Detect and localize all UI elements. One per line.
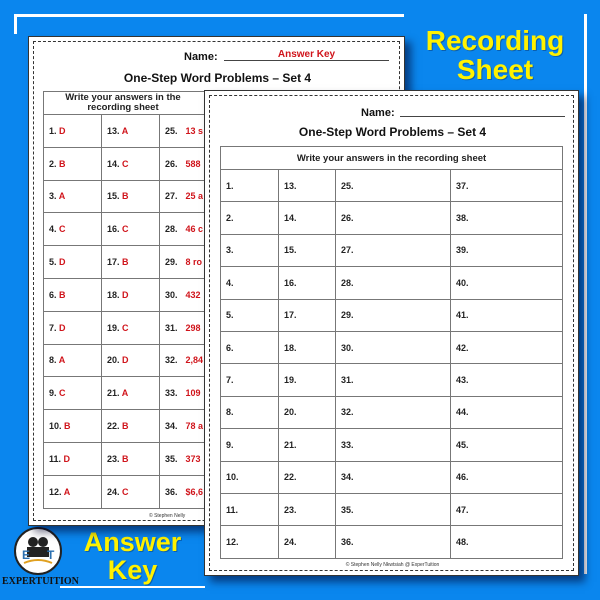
question-number: 22. xyxy=(284,472,297,483)
question-number: 33. xyxy=(341,439,354,450)
question-number: 38. xyxy=(456,213,469,224)
answer: 109 xyxy=(185,388,201,399)
question-number: 42. xyxy=(456,342,469,353)
question-number: 36. xyxy=(341,536,354,547)
answer: C xyxy=(59,224,66,235)
table-row xyxy=(221,331,563,363)
table-row xyxy=(221,429,563,461)
question-number: 25. xyxy=(341,180,354,191)
answer-cell xyxy=(102,213,160,246)
answer-cell[interactable] xyxy=(336,234,451,266)
answer-cell[interactable] xyxy=(336,364,451,396)
answer-cell[interactable] xyxy=(221,170,279,202)
answer-cell xyxy=(102,278,160,311)
answer-cell[interactable] xyxy=(221,299,279,331)
answer: 25 a xyxy=(185,191,204,202)
table-row xyxy=(221,461,563,493)
answer-cell[interactable] xyxy=(336,396,451,428)
name-value: Answer Key xyxy=(224,49,389,61)
question-number: 33. xyxy=(165,388,178,399)
answer-cell[interactable] xyxy=(279,267,336,299)
answer-cell[interactable] xyxy=(451,234,563,266)
question-number: 7. xyxy=(49,322,57,333)
answer: A xyxy=(121,125,129,136)
answer-cell[interactable] xyxy=(221,331,279,363)
answer-cell[interactable] xyxy=(451,299,563,331)
answer-cell[interactable] xyxy=(451,202,563,234)
question-number: 13. xyxy=(284,180,297,191)
question-number: 17. xyxy=(284,310,297,321)
answer-cell[interactable] xyxy=(451,461,563,493)
question-number: 9. xyxy=(49,388,57,399)
table-row xyxy=(221,299,563,331)
answer-cell[interactable] xyxy=(279,170,336,202)
copyright: © Stephen Nelly Nkwtsiah @ ExperTuition xyxy=(345,562,440,568)
answer-cell[interactable] xyxy=(279,396,336,428)
answer-cell xyxy=(44,311,102,344)
question-number: 39. xyxy=(456,245,469,256)
question-number: 22. xyxy=(107,421,120,432)
answer: $6,6 xyxy=(185,486,204,497)
answer-cell xyxy=(44,475,102,508)
question-number: 17. xyxy=(107,257,120,268)
answer-cell xyxy=(102,311,160,344)
question-number: 45. xyxy=(456,439,469,450)
answer-cell xyxy=(44,180,102,213)
answer-cell xyxy=(102,442,160,475)
answer: B xyxy=(64,421,71,432)
recording-sheet-label: Recording Sheet xyxy=(425,25,565,86)
question-number: 9. xyxy=(226,439,234,450)
question-number: 14. xyxy=(107,158,120,169)
question-number: 2. xyxy=(226,213,234,224)
answer: 8 ro xyxy=(185,257,203,268)
question-number: 11. xyxy=(226,504,239,515)
question-number: 36. xyxy=(165,486,178,497)
answer-cell[interactable] xyxy=(221,202,279,234)
answer-cell[interactable] xyxy=(336,429,451,461)
answer-cell[interactable] xyxy=(451,396,563,428)
question-number: 3. xyxy=(49,191,57,202)
table-row xyxy=(221,202,563,234)
answer: C xyxy=(122,158,129,169)
question-number: 28. xyxy=(165,224,178,235)
answer-cell xyxy=(44,442,102,475)
table-row xyxy=(221,267,563,299)
question-number: 27. xyxy=(165,191,178,202)
frame-line xyxy=(584,14,587,574)
question-number: 26. xyxy=(341,213,354,224)
answer: C xyxy=(122,322,129,333)
name-label: Name: xyxy=(361,107,395,119)
question-number: 24. xyxy=(284,536,297,547)
answer: D xyxy=(59,257,66,268)
answer-cell xyxy=(102,115,160,148)
answer: C xyxy=(122,224,129,235)
answer-cell xyxy=(102,147,160,180)
frame-line xyxy=(14,14,404,17)
name-field[interactable] xyxy=(400,105,565,117)
answer-key-label: Answer Key xyxy=(83,527,182,586)
question-number: 23. xyxy=(284,504,297,515)
answer: 373 xyxy=(185,453,201,464)
question-number: 40. xyxy=(456,277,469,288)
question-number: 13. xyxy=(107,125,120,136)
answer: 13 s xyxy=(185,125,204,136)
question-number: 32. xyxy=(341,407,354,418)
answer-cell[interactable] xyxy=(451,526,563,558)
question-number: 15. xyxy=(107,191,120,202)
answer-cell xyxy=(44,246,102,279)
question-number: 44. xyxy=(456,407,469,418)
question-number: 34. xyxy=(165,421,178,432)
answer: 298 xyxy=(185,322,201,333)
question-number: 4. xyxy=(49,224,57,235)
answer: 78 a xyxy=(185,421,204,432)
recording-sheet xyxy=(204,90,579,576)
question-number: 31. xyxy=(341,375,354,386)
answer-cell[interactable] xyxy=(279,493,336,525)
question-number: 29. xyxy=(165,257,178,268)
answer: B xyxy=(122,257,129,268)
answer-cell[interactable] xyxy=(279,234,336,266)
answer-cell xyxy=(44,410,102,443)
question-number: 4. xyxy=(226,277,234,288)
question-number: 25. xyxy=(165,125,178,136)
question-number: 1. xyxy=(226,180,234,191)
answer: A xyxy=(58,191,66,202)
question-number: 5. xyxy=(226,310,234,321)
answer: B xyxy=(59,158,66,169)
answer-cell[interactable] xyxy=(451,429,563,461)
question-number: 46. xyxy=(456,472,469,483)
answer: D xyxy=(59,125,66,136)
answer-cell xyxy=(102,475,160,508)
question-number: 48. xyxy=(456,536,469,547)
question-number: 34. xyxy=(341,472,354,483)
question-number: 43. xyxy=(456,375,469,386)
answer-cell[interactable] xyxy=(279,429,336,461)
question-number: 31. xyxy=(165,322,178,333)
question-number: 20. xyxy=(284,407,297,418)
answer-cell xyxy=(102,246,160,279)
answer: A xyxy=(121,388,129,399)
answer: B xyxy=(59,289,66,300)
table-row xyxy=(221,234,563,266)
answer-cell[interactable] xyxy=(279,526,336,558)
sheet-title: One-Step Word Problems – Set 4 xyxy=(298,125,487,139)
answer-cell[interactable] xyxy=(336,299,451,331)
answer-cell[interactable] xyxy=(279,299,336,331)
answer-cell xyxy=(102,344,160,377)
answer-cell[interactable] xyxy=(451,267,563,299)
question-number: 14. xyxy=(284,213,297,224)
answer-cell[interactable] xyxy=(279,364,336,396)
answer: D xyxy=(63,453,71,464)
copyright: © Stephen Nelly xyxy=(149,513,186,519)
question-number: 19. xyxy=(284,375,297,386)
question-number: 18. xyxy=(284,342,297,353)
question-number: 20. xyxy=(107,355,120,366)
question-number: 27. xyxy=(341,245,354,256)
question-number: 47. xyxy=(456,504,469,515)
answer-cell xyxy=(44,147,102,180)
question-number: 15. xyxy=(284,245,297,256)
question-number: 30. xyxy=(165,289,178,300)
table-row xyxy=(221,396,563,428)
frame-line xyxy=(60,586,205,588)
answer-cell[interactable] xyxy=(451,493,563,525)
question-number: 6. xyxy=(49,289,57,300)
table-row xyxy=(221,493,563,525)
table-header: Write your answers in the recording sheet xyxy=(65,92,181,113)
answer-cell xyxy=(44,278,102,311)
question-number: 2. xyxy=(49,158,57,169)
question-number: 16. xyxy=(284,277,297,288)
name-label: Name: xyxy=(184,51,218,63)
answer: 588 xyxy=(185,158,201,169)
question-number: 28. xyxy=(341,277,354,288)
answer-cell[interactable] xyxy=(336,267,451,299)
question-number: 19. xyxy=(107,322,120,333)
answer-cell[interactable] xyxy=(336,170,451,202)
question-number: 12. xyxy=(226,536,239,547)
question-number: 41. xyxy=(456,310,469,321)
answer-cell xyxy=(102,410,160,443)
question-number: 16. xyxy=(107,224,120,235)
answer-cell xyxy=(44,377,102,410)
question-number: 6. xyxy=(226,342,234,353)
answer: B xyxy=(122,191,129,202)
answer: D xyxy=(122,355,129,366)
question-number: 10. xyxy=(49,421,62,432)
question-number: 35. xyxy=(341,504,354,515)
expertuition-logo xyxy=(14,527,62,575)
answer: A xyxy=(63,486,71,497)
answer: D xyxy=(122,289,129,300)
answer-cell xyxy=(44,213,102,246)
answer-cell[interactable] xyxy=(221,526,279,558)
answer-cell[interactable] xyxy=(279,202,336,234)
question-number: 1. xyxy=(49,125,57,136)
table-row xyxy=(221,170,563,202)
answer-cell[interactable] xyxy=(451,364,563,396)
question-number: 11. xyxy=(49,453,62,464)
question-number: 8. xyxy=(49,355,57,366)
answer-cell[interactable] xyxy=(279,461,336,493)
question-number: 21. xyxy=(284,439,297,450)
answer-cell[interactable] xyxy=(221,364,279,396)
answer-cell[interactable] xyxy=(336,202,451,234)
question-number: 35. xyxy=(165,453,178,464)
answer-cell[interactable] xyxy=(221,267,279,299)
answer-cell[interactable] xyxy=(221,234,279,266)
table-row xyxy=(221,526,563,558)
answer-cell[interactable] xyxy=(336,461,451,493)
question-number: 10. xyxy=(226,472,239,483)
answer-cell xyxy=(44,115,102,148)
answer-cell[interactable] xyxy=(279,331,336,363)
table-header: Write your answers in the recording sheet xyxy=(221,147,563,170)
question-number: 30. xyxy=(341,342,354,353)
question-number: 7. xyxy=(226,375,234,386)
question-number: 18. xyxy=(107,289,120,300)
question-number: 37. xyxy=(456,180,469,191)
answer: C xyxy=(59,388,66,399)
answer-cell xyxy=(102,180,160,213)
answer: C xyxy=(122,486,129,497)
sheet-title: One-Step Word Problems – Set 4 xyxy=(123,71,312,85)
answer-cell[interactable] xyxy=(221,429,279,461)
question-number: 21. xyxy=(107,388,120,399)
answer: 432 xyxy=(185,289,201,300)
logo-text: EXPERTUITION xyxy=(2,576,79,587)
answer-cell[interactable] xyxy=(221,493,279,525)
svg-text:E: E xyxy=(22,548,31,562)
answer: 46 c xyxy=(185,224,204,235)
answer-cell xyxy=(44,344,102,377)
answer-cell[interactable] xyxy=(336,526,451,558)
question-number: 29. xyxy=(341,310,354,321)
question-number: 24. xyxy=(107,486,120,497)
answer: A xyxy=(58,355,66,366)
answer-cell[interactable] xyxy=(221,396,279,428)
table-row xyxy=(221,364,563,396)
answer-cell[interactable] xyxy=(221,461,279,493)
frame-line xyxy=(14,14,17,34)
answer: B xyxy=(122,453,129,464)
question-number: 5. xyxy=(49,257,57,268)
answer-cell[interactable] xyxy=(336,493,451,525)
answer-cell[interactable] xyxy=(451,170,563,202)
svg-text:T: T xyxy=(47,548,55,562)
question-number: 12. xyxy=(49,486,62,497)
answer: D xyxy=(59,322,66,333)
answer: 2,84 xyxy=(185,355,204,366)
recording-table xyxy=(220,146,563,559)
question-number: 3. xyxy=(226,245,234,256)
question-number: 23. xyxy=(107,453,120,464)
question-number: 32. xyxy=(165,355,178,366)
answer-cell[interactable] xyxy=(451,331,563,363)
answer-cell xyxy=(102,377,160,410)
answer-cell[interactable] xyxy=(336,331,451,363)
answer: B xyxy=(122,421,129,432)
question-number: 26. xyxy=(165,158,178,169)
question-number: 8. xyxy=(226,407,234,418)
